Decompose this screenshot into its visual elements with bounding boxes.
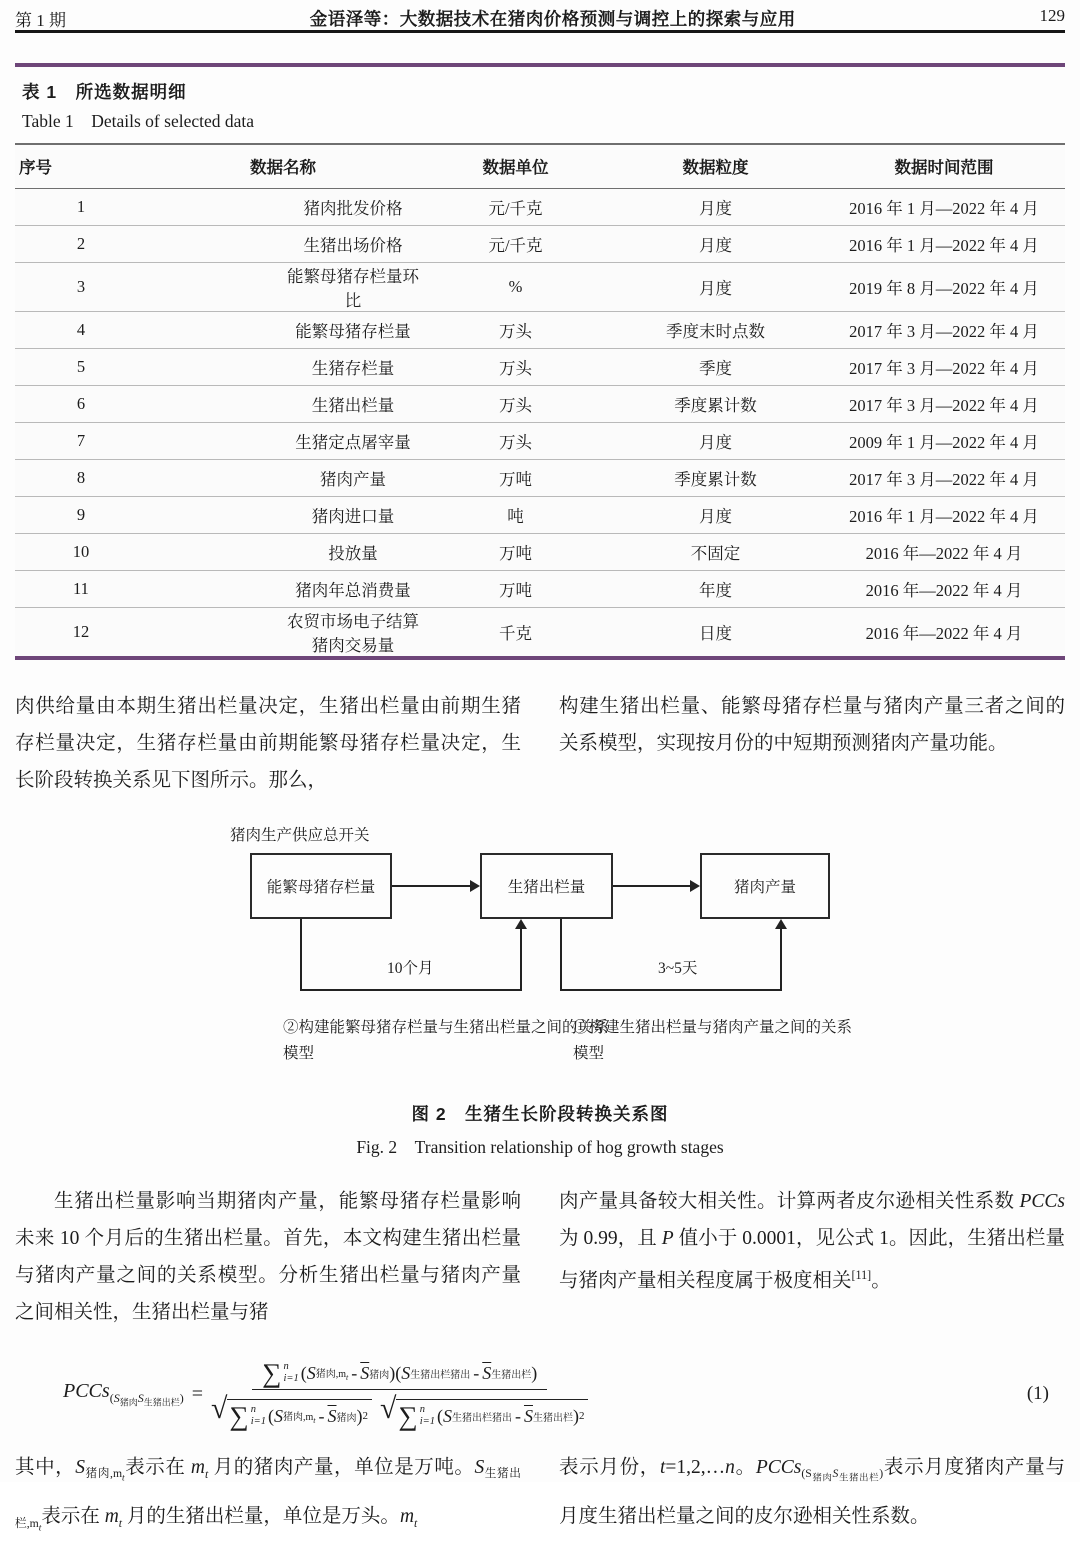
- table-row: [15, 385, 1065, 422]
- var-s: S: [442, 1405, 452, 1426]
- col-header-timerange: 数据时间范围: [823, 144, 1065, 188]
- sigma-icon: ∑: [398, 1400, 418, 1431]
- table-cell: 万头: [423, 422, 608, 459]
- running-title: 金语泽等：大数据技术在猪肉价格预测与调控上的探索与应用: [309, 9, 796, 29]
- sub-t: t: [38, 1522, 42, 1533]
- var-m: m: [190, 1456, 205, 1478]
- diagram-note-right: ①构建生猪出栏量与猪肉产量之间的关系模型: [573, 1018, 853, 1062]
- paragraph-left-2: 生猪出栏量影响当期猪肉产量，能繁母猪存栏量影响未来 10 个月后的生猪出栏量。首先，本文构建生猪出栏量与猪肉产量之间的关系模型。分析生猪出栏量与猪肉产量之间相关性，生猪出栏量与猪: [15, 1190, 521, 1323]
- diagram-box-hog-output: 生猪出栏量: [480, 853, 613, 919]
- paren: ): [356, 1405, 363, 1426]
- text-run: 。: [871, 1270, 891, 1291]
- var-s: S: [474, 1456, 485, 1478]
- equation-lhs: [63, 1380, 184, 1408]
- table-cell: 猪肉年总消费量: [143, 570, 423, 607]
- issue-label: 第 1 期: [15, 11, 66, 30]
- table-cell: 万头: [423, 348, 608, 385]
- text-run: 表示在: [124, 1456, 191, 1478]
- col-header-name: 数据名称: [143, 144, 423, 188]
- table-cell: 元/千克: [423, 225, 608, 262]
- sub-hog: 生猪出栏: [143, 1397, 180, 1408]
- loop1-arrow-up-icon: [515, 919, 527, 929]
- table-caption-en: Table 1 Details of selected data: [22, 111, 255, 131]
- table-cell: 2017 年 3 月—2022 年 4 月: [823, 385, 1065, 422]
- minus-sign: -: [514, 1405, 521, 1426]
- table-cell: 2016 年—2022 年 4 月: [823, 607, 1065, 656]
- var-s: S: [401, 1362, 411, 1383]
- paren: ): [389, 1362, 396, 1383]
- table-row: [15, 225, 1065, 262]
- table-cell: 季度累计数: [608, 385, 823, 422]
- sub-pork-m: 猪肉,m: [84, 1467, 123, 1481]
- var-pccs: PCCs: [1019, 1190, 1065, 1212]
- arrow-head-right-1-icon: [470, 880, 480, 892]
- loop2-down-line: [560, 919, 562, 991]
- paren: ): [572, 1405, 579, 1426]
- table-cell: 月度: [608, 496, 823, 533]
- var-pccs: PCCs: [755, 1456, 802, 1478]
- summation: [262, 1357, 299, 1388]
- sqrt-icon: √: [380, 1391, 397, 1425]
- table-header-row: [15, 144, 1065, 188]
- table-cell: 2017 年 3 月—2022 年 4 月: [823, 459, 1065, 496]
- squared: 2: [362, 1410, 368, 1422]
- body-columns-3: [15, 1449, 1065, 1547]
- loop2-up-line: [780, 927, 782, 991]
- table-top-rule: [15, 63, 1065, 67]
- table-cell: 2019 年 8 月—2022 年 4 月: [823, 262, 1065, 311]
- text-run: 表示月度猪肉产量与月度生猪出栏量之间的皮尔逊相关性系数。: [559, 1456, 1065, 1527]
- radical-1: [211, 1392, 372, 1430]
- loop2-label: 3~5天: [658, 959, 698, 977]
- minus-sign: -: [351, 1362, 358, 1383]
- loop2-arrow-up-icon: [775, 919, 787, 929]
- table-cell: 万吨: [423, 570, 608, 607]
- table-cell: 季度: [608, 348, 823, 385]
- var-n: n: [725, 1456, 735, 1478]
- table-cell: 月度: [608, 262, 823, 311]
- table-cell: 2: [15, 225, 143, 262]
- table-cell: %: [423, 262, 608, 311]
- sum-upper: n: [419, 1403, 425, 1415]
- text-run: 肉产量具备较大相关性。计算两者皮尔逊相关性系数: [559, 1190, 1020, 1212]
- numerator: [252, 1357, 547, 1390]
- table-cell: 2017 年 3 月—2022 年 4 月: [823, 311, 1065, 348]
- table-cell: 月度: [608, 225, 823, 262]
- table-cell: 月度: [608, 422, 823, 459]
- loop1-bottom-line: [300, 989, 522, 991]
- text-run: 。: [734, 1456, 756, 1478]
- table-cell: 农贸市场电子结算猪肉交易量: [143, 607, 423, 656]
- loop1-up-line: [520, 927, 522, 991]
- table-cell: 万吨: [423, 459, 608, 496]
- table-cell: 12: [15, 607, 143, 656]
- loop2-bottom-line: [560, 989, 782, 991]
- table-cell: 千克: [423, 607, 608, 656]
- sub-hog: 生猪出栏: [491, 1369, 532, 1381]
- diagram-box-pork-production: 猪肉产量: [700, 853, 830, 919]
- text-run: 月的猪肉产量，单位是万吨。: [208, 1456, 475, 1478]
- table-cell: 4: [15, 311, 143, 348]
- paren: (: [109, 1391, 114, 1406]
- paren: (: [300, 1362, 307, 1383]
- table-row: [15, 188, 1065, 225]
- sub-hog-out: 生猪出栏猪出: [451, 1412, 512, 1424]
- table-cell: 2016 年—2022 年 4 月: [823, 533, 1065, 570]
- sub-t: t: [204, 1467, 209, 1481]
- sub-t: t: [122, 1473, 125, 1484]
- table-cell: 不固定: [608, 533, 823, 570]
- sub-pork-m: 猪肉,m: [282, 1411, 314, 1423]
- var-pccs: PCCs: [63, 1380, 110, 1403]
- table-cell: 6: [15, 385, 143, 422]
- table-cell: 2017 年 3 月—2022 年 4 月: [823, 348, 1065, 385]
- var-m: m: [104, 1505, 119, 1527]
- arrow-head-right-2-icon: [690, 880, 700, 892]
- var-p: P: [661, 1227, 674, 1249]
- table-cell: 2016 年 1 月—2022 年 4 月: [823, 496, 1065, 533]
- sub-hog-m: 生猪出栏,m: [15, 1467, 521, 1530]
- sum-upper: n: [283, 1360, 289, 1372]
- var-m: m: [399, 1505, 415, 1527]
- table-row: [15, 311, 1065, 348]
- body-columns-2: [15, 1183, 1065, 1331]
- figure-caption-zh: 图 2 生猪生长阶段转换关系图: [411, 1103, 669, 1124]
- table-header: [15, 144, 1065, 188]
- var-s-bar: $\overline{S}$: [360, 1362, 370, 1383]
- table-cell: 2009 年 1 月—2022 年 4 月: [823, 422, 1065, 459]
- text-run: =1,2,…: [665, 1456, 726, 1478]
- table-cell: 万吨: [423, 533, 608, 570]
- table-cell: 日度: [608, 607, 823, 656]
- sigma-icon: ∑: [262, 1357, 282, 1388]
- table-caption-zh: 表 1 所选数据明细: [22, 82, 187, 102]
- table-cell: 生猪定点屠宰量: [143, 422, 423, 459]
- figure-caption-en: Fig. 2 Transition relationship of hog growth stages: [356, 1136, 724, 1157]
- sub-pork: 猪肉: [119, 1397, 138, 1408]
- var-s: S: [137, 1391, 144, 1406]
- table-row: [15, 262, 1065, 311]
- paragraph-right-1: 构建生猪出栏量、能繁母猪存栏量与猪肉产量三者之间的关系模型，实现按月份的中短期预测猪肉产量功能。: [559, 695, 1065, 754]
- equals-sign: =: [191, 1383, 203, 1405]
- var-s: S: [113, 1391, 120, 1406]
- paren: (: [436, 1405, 443, 1426]
- sub-t: t: [313, 1415, 316, 1425]
- data-table: [15, 143, 1065, 656]
- sub-t: t: [118, 1516, 123, 1530]
- table-cell: 猪肉产量: [143, 459, 423, 496]
- var-s-bar: $\overline{S}$: [523, 1405, 533, 1426]
- sum-lower: i=1: [419, 1416, 435, 1427]
- citation-11: [11]: [851, 1267, 872, 1282]
- sqrt-icon: √: [211, 1391, 228, 1425]
- table-row: [15, 459, 1065, 496]
- table-cell: 万头: [423, 311, 608, 348]
- table-cell: 9: [15, 496, 143, 533]
- table-cell: 元/千克: [423, 188, 608, 225]
- var-s: S: [273, 1405, 283, 1426]
- text-run: 为 0.99，且: [559, 1227, 662, 1249]
- paragraph-right-3: [559, 1449, 1065, 1547]
- fraction: [211, 1357, 588, 1431]
- table-cell: 生猪出场价格: [143, 225, 423, 262]
- table-cell: 2016 年 1 月—2022 年 4 月: [823, 225, 1065, 262]
- hog-stage-diagram: [15, 823, 1065, 1075]
- table-row: [15, 348, 1065, 385]
- table-row: [15, 533, 1065, 570]
- table-row: [15, 422, 1065, 459]
- table-cell: 吨: [423, 496, 608, 533]
- col-header-unit: 数据单位: [423, 144, 608, 188]
- table-cell: 猪肉进口量: [143, 496, 423, 533]
- denominator: [211, 1390, 588, 1430]
- col-header-granularity: 数据粒度: [608, 144, 823, 188]
- minus-sign: -: [318, 1405, 325, 1426]
- sum-lower: i=1: [250, 1416, 266, 1427]
- var-s: S: [832, 1467, 839, 1481]
- table-cell: 5: [15, 348, 143, 385]
- text-run: 表示在: [41, 1505, 105, 1527]
- paren: ): [879, 1467, 884, 1481]
- paragraph-left-3: [15, 1449, 521, 1547]
- text-run: 表示月份，: [559, 1456, 660, 1478]
- table-cell: 季度累计数: [608, 459, 823, 496]
- running-head: [15, 0, 1065, 28]
- table-cell: 万头: [423, 385, 608, 422]
- sub-pork: 猪肉: [369, 1369, 390, 1381]
- table-cell: 生猪存栏量: [143, 348, 423, 385]
- table-cell: 猪肉批发价格: [143, 188, 423, 225]
- table-cell: 投放量: [143, 533, 423, 570]
- var-t: t: [660, 1456, 666, 1478]
- table-cell: 能繁母猪存栏量环比: [143, 262, 423, 311]
- table-cell: 能繁母猪存栏量: [143, 311, 423, 348]
- table-cell: 8: [15, 459, 143, 496]
- table-cell: 7: [15, 422, 143, 459]
- sub-t: t: [346, 1372, 349, 1382]
- loop1-label: 10个月: [387, 959, 434, 977]
- radical-2: [380, 1392, 588, 1430]
- paren: (: [267, 1405, 274, 1426]
- table-cell: 季度末时点数: [608, 311, 823, 348]
- table-row: [15, 496, 1065, 533]
- paragraph-right-2: [559, 1183, 1065, 1331]
- table-row: [15, 570, 1065, 607]
- arrow-line-1: [392, 885, 470, 887]
- table-body: [15, 188, 1065, 656]
- paren: ): [179, 1391, 184, 1406]
- text-run: 值小于 0.0001，见公式 1。因此，生猪出栏量与猪肉产量相关程度属于极度相: [559, 1227, 1065, 1291]
- body-columns-1: [15, 688, 1065, 799]
- table-cell: 10: [15, 533, 143, 570]
- paren: (S: [801, 1467, 812, 1481]
- equation-number: (1): [1026, 1382, 1049, 1404]
- paren: (: [395, 1362, 402, 1383]
- table-cell: 2016 年—2022 年 4 月: [823, 570, 1065, 607]
- sub-pork: 猪肉: [811, 1473, 833, 1484]
- diagram-box-sow-stock: 能繁母猪存栏量: [250, 853, 392, 919]
- sub-pork: 猪肉: [336, 1412, 357, 1424]
- text-run: 关: [832, 1270, 852, 1291]
- table-cell: 月度: [608, 188, 823, 225]
- sigma-icon: ∑: [229, 1400, 249, 1431]
- sum-lower: i=1: [283, 1373, 299, 1384]
- table-cell: 1: [15, 188, 143, 225]
- paragraph-left-1: 肉供给量由本期生猪出栏量决定，生猪出栏量由前期生猪存栏量决定，生猪存栏量由前期能繁母猪存栏量决定，生长阶段转换关系见下图所示。那么，: [15, 695, 521, 791]
- sub-hog: 生猪出栏: [838, 1473, 880, 1484]
- arrow-line-2: [613, 885, 690, 887]
- text-run: 其中，: [15, 1456, 76, 1478]
- loop1-down-line: [300, 919, 302, 991]
- col-header-index: 序号: [15, 144, 143, 188]
- squared: 2: [578, 1410, 585, 1422]
- var-s-bar: $\overline{S}$: [327, 1405, 337, 1426]
- table-cell: 年度: [608, 570, 823, 607]
- sub-pork-m: 猪肉,m: [315, 1368, 347, 1380]
- page-number: 129: [1039, 6, 1065, 25]
- table-row: [15, 607, 1065, 656]
- equation-1: [63, 1349, 1065, 1441]
- text-run: 月的生猪出栏量，单位是万头。: [122, 1505, 400, 1527]
- var-s: S: [306, 1362, 316, 1383]
- var-s-bar: $\overline{S}$: [482, 1362, 492, 1383]
- var-s: S: [75, 1456, 85, 1478]
- sub-t: t: [414, 1516, 418, 1530]
- paren: ): [531, 1362, 538, 1383]
- sub-hog-out: 生猪出栏猪出: [410, 1369, 471, 1381]
- table-bottom-rule: [15, 656, 1065, 660]
- table-cell: 2016 年 1 月—2022 年 4 月: [823, 188, 1065, 225]
- diagram-switch-label: 猪肉生产供应总开关: [230, 826, 370, 844]
- sub-hog: 生猪出栏: [532, 1412, 573, 1424]
- sum-upper: n: [250, 1403, 256, 1415]
- table-cell: 3: [15, 262, 143, 311]
- table-cell: 11: [15, 570, 143, 607]
- minus-sign: -: [473, 1362, 480, 1383]
- diagram-note-left: ②构建能繁母猪存栏量与生猪出栏量之间的关系模型: [283, 1018, 609, 1062]
- table-cell: 生猪出栏量: [143, 385, 423, 422]
